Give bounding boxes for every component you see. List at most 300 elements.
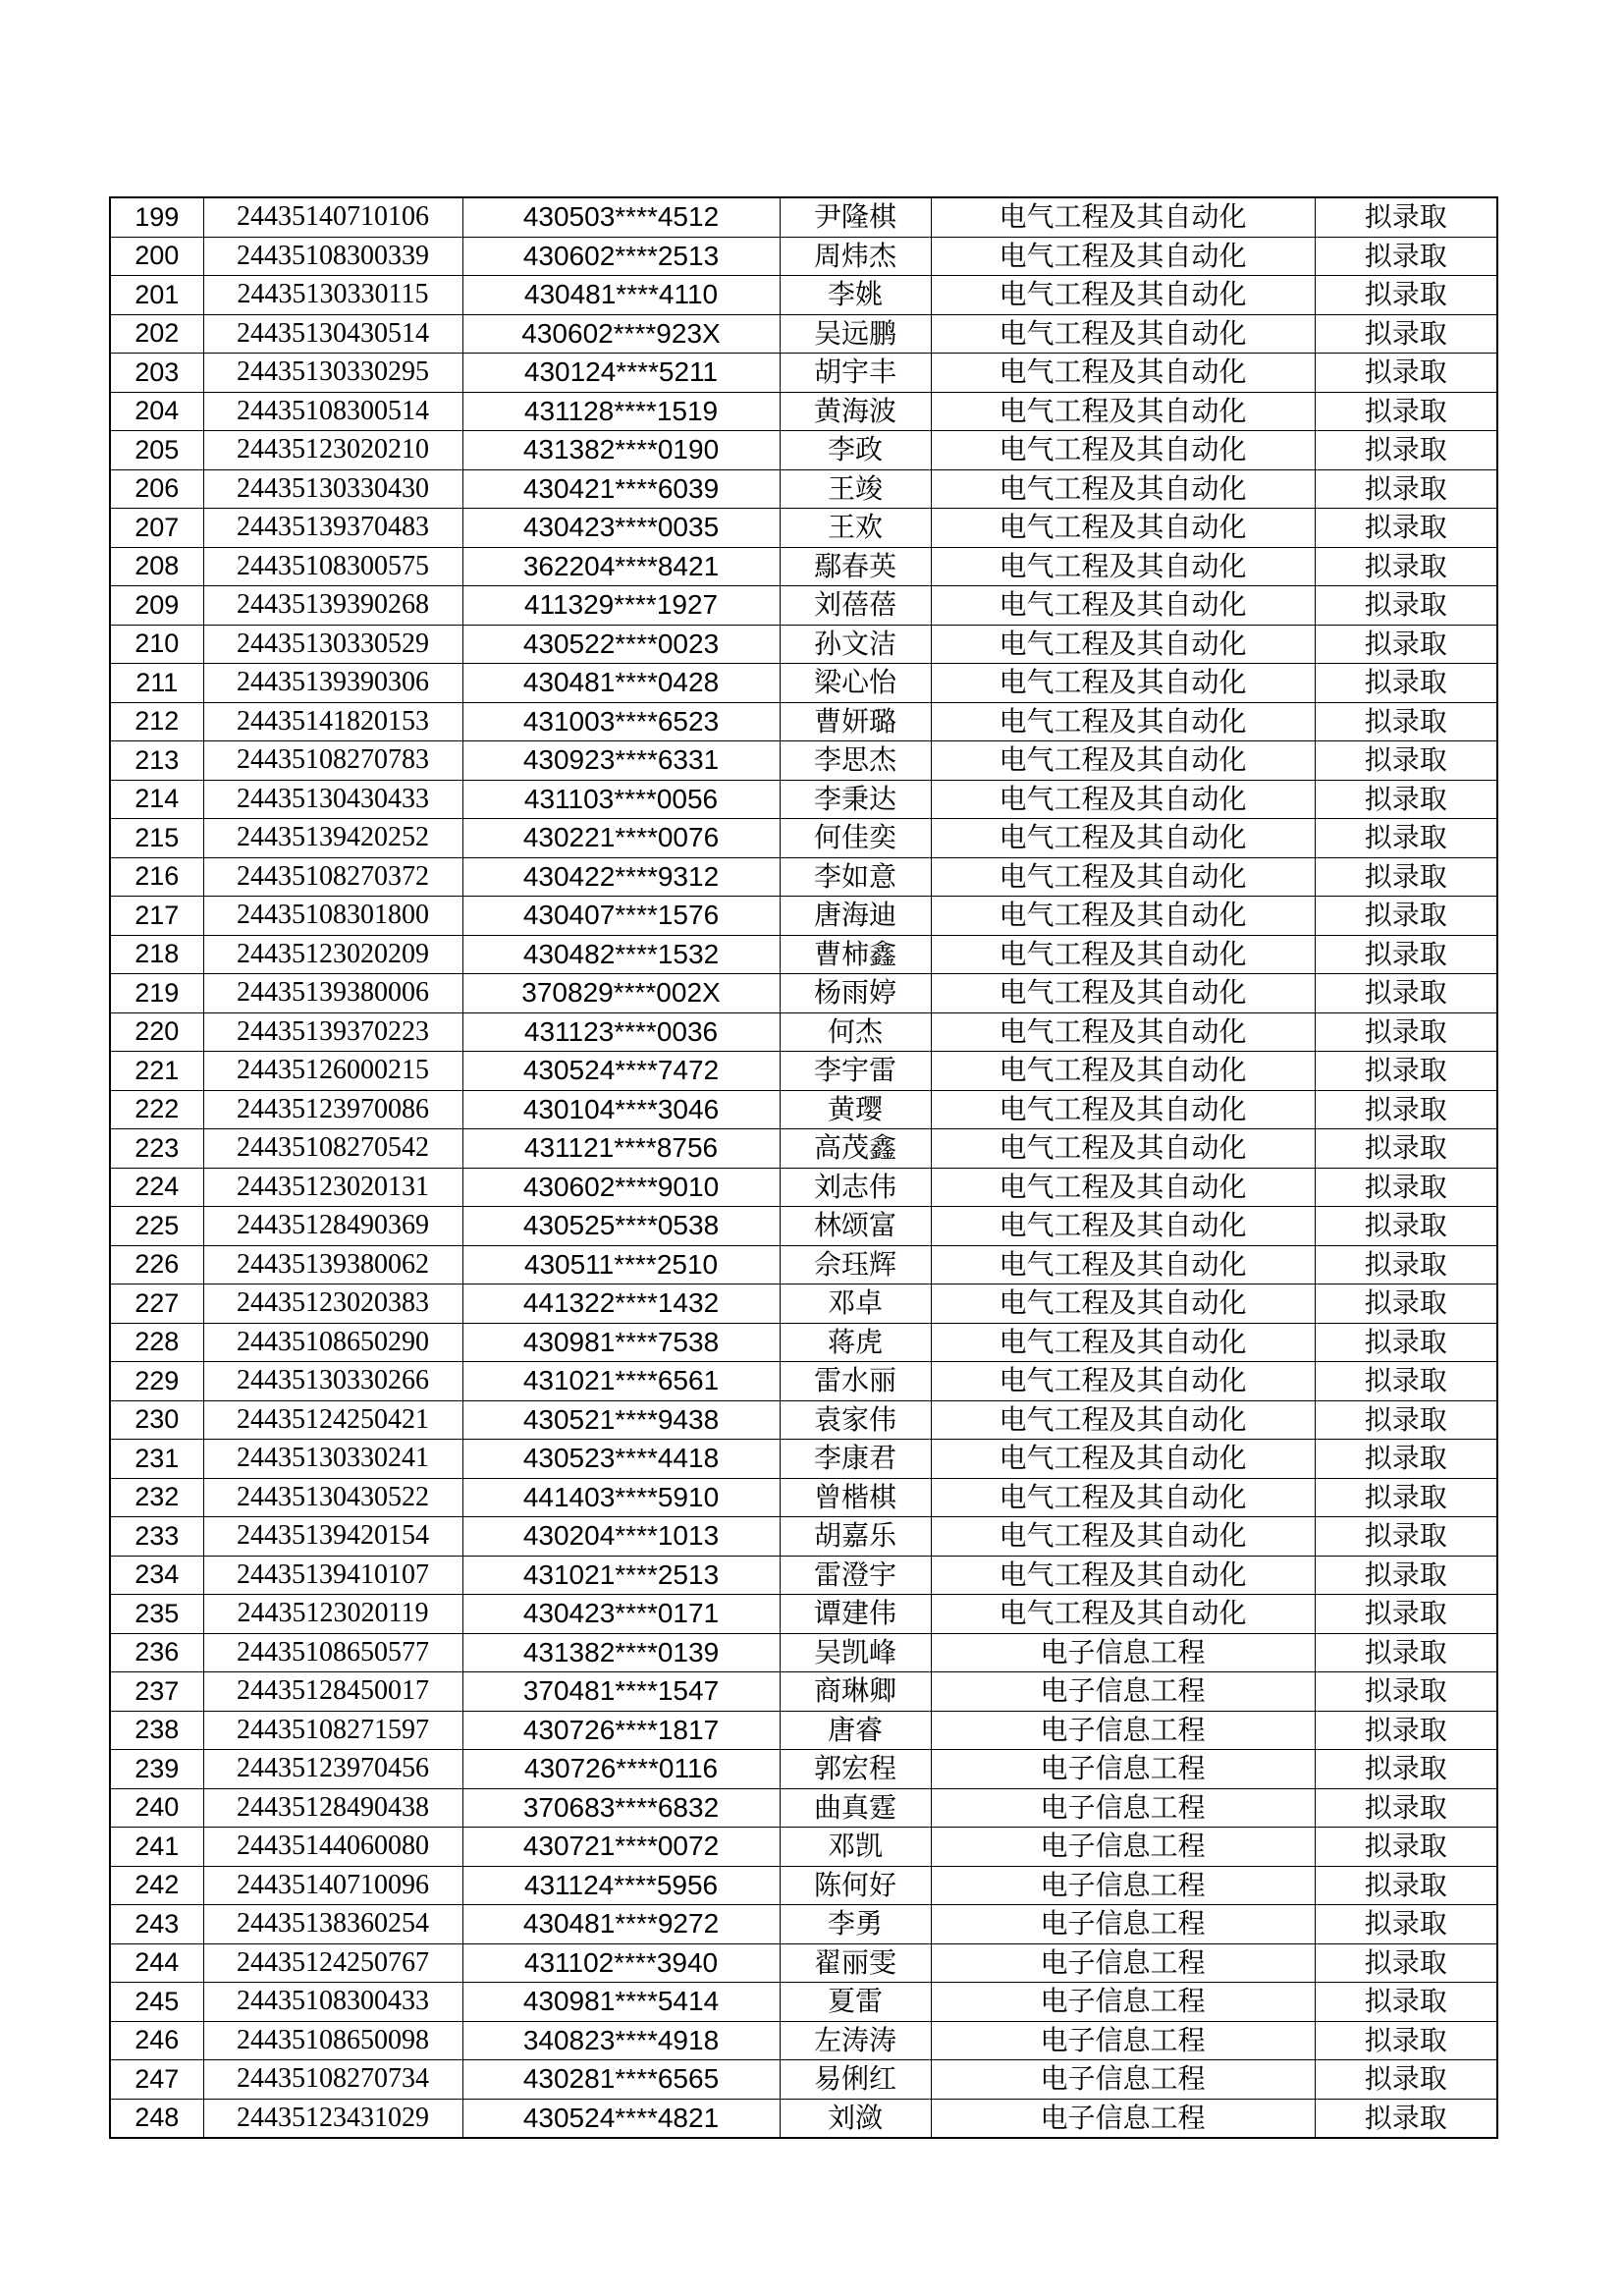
name-cell: 陈何好	[780, 1866, 931, 1905]
table-row	[110, 237, 1497, 276]
exam-number-cell: 24435128490438	[203, 1788, 462, 1828]
seq-cell: 216	[110, 857, 203, 897]
status-cell: 拟录取	[1315, 1400, 1497, 1440]
seq-cell: 242	[110, 1866, 203, 1905]
status-cell: 拟录取	[1315, 702, 1497, 741]
name-cell: 王竣	[780, 469, 931, 509]
exam-number-cell: 24435140710106	[203, 197, 462, 237]
exam-number-cell: 24435108650098	[203, 2021, 462, 2060]
exam-number-cell: 24435108301800	[203, 897, 462, 936]
seq-cell: 234	[110, 1556, 203, 1595]
table-row	[110, 1711, 1497, 1750]
status-cell: 拟录取	[1315, 625, 1497, 664]
major-cell: 电气工程及其自动化	[931, 431, 1315, 470]
name-cell: 尹隆棋	[780, 197, 931, 237]
status-cell: 拟录取	[1315, 1052, 1497, 1091]
table-row	[110, 897, 1497, 936]
major-cell: 电气工程及其自动化	[931, 1478, 1315, 1517]
table-row	[110, 1478, 1497, 1517]
major-cell: 电气工程及其自动化	[931, 547, 1315, 586]
name-cell: 曲真霆	[780, 1788, 931, 1828]
seq-cell: 228	[110, 1323, 203, 1362]
id-number-cell: 430281****6565	[462, 2060, 780, 2100]
seq-cell: 207	[110, 509, 203, 548]
id-number-cell: 430521****9438	[462, 1400, 780, 1440]
id-number-cell: 430204****1013	[462, 1517, 780, 1557]
table-row	[110, 1012, 1497, 1052]
status-cell: 拟录取	[1315, 2060, 1497, 2100]
id-number-cell: 430525****0538	[462, 1207, 780, 1246]
table-row	[110, 2021, 1497, 2060]
name-cell: 易俐红	[780, 2060, 931, 2100]
exam-number-cell: 24435124250421	[203, 1400, 462, 1440]
id-number-cell: 430481****0428	[462, 664, 780, 703]
id-number-cell: 430221****0076	[462, 819, 780, 858]
major-cell: 电气工程及其自动化	[931, 625, 1315, 664]
exam-number-cell: 24435140710096	[203, 1866, 462, 1905]
id-number-cell: 430981****5414	[462, 1983, 780, 2022]
name-cell: 夏雷	[780, 1983, 931, 2022]
table-row	[110, 1866, 1497, 1905]
exam-number-cell: 24435130330430	[203, 469, 462, 509]
exam-number-cell: 24435108300433	[203, 1983, 462, 2022]
table-row	[110, 276, 1497, 315]
status-cell: 拟录取	[1315, 1168, 1497, 1207]
id-number-cell: 430124****5211	[462, 354, 780, 393]
name-cell: 郭宏程	[780, 1750, 931, 1789]
status-cell: 拟录取	[1315, 354, 1497, 393]
exam-number-cell: 24435108300339	[203, 237, 462, 276]
major-cell: 电气工程及其自动化	[931, 586, 1315, 626]
table-row	[110, 1556, 1497, 1595]
major-cell: 电气工程及其自动化	[931, 1440, 1315, 1479]
status-cell: 拟录取	[1315, 1943, 1497, 1983]
exam-number-cell: 24435108270372	[203, 857, 462, 897]
seq-cell: 245	[110, 1983, 203, 2022]
name-cell: 雷水丽	[780, 1362, 931, 1401]
name-cell: 左涛涛	[780, 2021, 931, 2060]
seq-cell: 202	[110, 314, 203, 354]
table-row	[110, 857, 1497, 897]
id-number-cell: 431382****0190	[462, 431, 780, 470]
seq-cell: 237	[110, 1672, 203, 1712]
seq-cell: 221	[110, 1052, 203, 1091]
id-number-cell: 370829****002X	[462, 974, 780, 1013]
seq-cell: 241	[110, 1828, 203, 1867]
name-cell: 杨雨婷	[780, 974, 931, 1013]
table-row	[110, 1943, 1497, 1983]
table-row	[110, 354, 1497, 393]
exam-number-cell: 24435138360254	[203, 1905, 462, 1944]
seq-cell: 212	[110, 702, 203, 741]
exam-number-cell: 24435139370483	[203, 509, 462, 548]
table-row	[110, 197, 1497, 237]
status-cell: 拟录取	[1315, 392, 1497, 431]
name-cell: 李宇雷	[780, 1052, 931, 1091]
status-cell: 拟录取	[1315, 1556, 1497, 1595]
status-cell: 拟录取	[1315, 314, 1497, 354]
exam-number-cell: 24435123970086	[203, 1090, 462, 1129]
status-cell: 拟录取	[1315, 276, 1497, 315]
name-cell: 李勇	[780, 1905, 931, 1944]
table-row	[110, 1750, 1497, 1789]
id-number-cell: 430423****0171	[462, 1595, 780, 1634]
major-cell: 电气工程及其自动化	[931, 1012, 1315, 1052]
id-number-cell: 430524****4821	[462, 2099, 780, 2138]
name-cell: 高茂鑫	[780, 1129, 931, 1169]
id-number-cell: 370481****1547	[462, 1672, 780, 1712]
seq-cell: 246	[110, 2021, 203, 2060]
exam-number-cell: 24435123431029	[203, 2099, 462, 2138]
seq-cell: 204	[110, 392, 203, 431]
id-number-cell: 430503****4512	[462, 197, 780, 237]
id-number-cell: 431021****2513	[462, 1556, 780, 1595]
seq-cell: 205	[110, 431, 203, 470]
status-cell: 拟录取	[1315, 586, 1497, 626]
major-cell: 电子信息工程	[931, 1672, 1315, 1712]
table-row	[110, 819, 1497, 858]
exam-number-cell: 24435130430514	[203, 314, 462, 354]
status-cell: 拟录取	[1315, 1323, 1497, 1362]
table-row	[110, 1517, 1497, 1557]
name-cell: 梁心怡	[780, 664, 931, 703]
exam-number-cell: 24435139370223	[203, 1012, 462, 1052]
name-cell: 何佳奕	[780, 819, 931, 858]
seq-cell: 218	[110, 935, 203, 974]
exam-number-cell: 24435108270734	[203, 2060, 462, 2100]
seq-cell: 230	[110, 1400, 203, 1440]
exam-number-cell: 24435108300514	[203, 392, 462, 431]
table-row	[110, 780, 1497, 819]
status-cell: 拟录取	[1315, 1440, 1497, 1479]
table-row	[110, 1788, 1497, 1828]
major-cell: 电气工程及其自动化	[931, 354, 1315, 393]
table-row	[110, 1052, 1497, 1091]
id-number-cell: 430522****0023	[462, 625, 780, 664]
status-cell: 拟录取	[1315, 1595, 1497, 1634]
name-cell: 袁家伟	[780, 1400, 931, 1440]
id-number-cell: 430422****9312	[462, 857, 780, 897]
status-cell: 拟录取	[1315, 1285, 1497, 1324]
table-row	[110, 1672, 1497, 1712]
major-cell: 电子信息工程	[931, 1711, 1315, 1750]
major-cell: 电气工程及其自动化	[931, 935, 1315, 974]
name-cell: 刘潋	[780, 2099, 931, 2138]
name-cell: 吴远鹏	[780, 314, 931, 354]
name-cell: 胡宇丰	[780, 354, 931, 393]
table-row	[110, 509, 1497, 548]
seq-cell: 211	[110, 664, 203, 703]
table-row	[110, 1245, 1497, 1285]
id-number-cell: 431128****1519	[462, 392, 780, 431]
name-cell: 谭建伟	[780, 1595, 931, 1634]
exam-number-cell: 24435123020383	[203, 1285, 462, 1324]
table-row	[110, 1362, 1497, 1401]
name-cell: 李政	[780, 431, 931, 470]
table-row	[110, 1400, 1497, 1440]
major-cell: 电子信息工程	[931, 1788, 1315, 1828]
major-cell: 电气工程及其自动化	[931, 1052, 1315, 1091]
major-cell: 电气工程及其自动化	[931, 1362, 1315, 1401]
seq-cell: 220	[110, 1012, 203, 1052]
status-cell: 拟录取	[1315, 1362, 1497, 1401]
major-cell: 电气工程及其自动化	[931, 741, 1315, 781]
seq-cell: 226	[110, 1245, 203, 1285]
id-number-cell: 431021****6561	[462, 1362, 780, 1401]
exam-number-cell: 24435108300575	[203, 547, 462, 586]
id-number-cell: 441403****5910	[462, 1478, 780, 1517]
name-cell: 商琳卿	[780, 1672, 931, 1712]
status-cell: 拟录取	[1315, 664, 1497, 703]
table-row	[110, 2060, 1497, 2100]
major-cell: 电子信息工程	[931, 2021, 1315, 2060]
major-cell: 电气工程及其自动化	[931, 1129, 1315, 1169]
id-number-cell: 430923****6331	[462, 741, 780, 781]
id-number-cell: 430602****2513	[462, 237, 780, 276]
major-cell: 电气工程及其自动化	[931, 509, 1315, 548]
exam-number-cell: 24435139410107	[203, 1556, 462, 1595]
status-cell: 拟录取	[1315, 857, 1497, 897]
major-cell: 电气工程及其自动化	[931, 702, 1315, 741]
table-row	[110, 1168, 1497, 1207]
table-row	[110, 1440, 1497, 1479]
exam-number-cell: 24435130330295	[203, 354, 462, 393]
table-row	[110, 664, 1497, 703]
name-cell: 蒋虎	[780, 1323, 931, 1362]
id-number-cell: 431382****0139	[462, 1633, 780, 1672]
table-row	[110, 1129, 1497, 1169]
exam-number-cell: 24435123970456	[203, 1750, 462, 1789]
id-number-cell: 430511****2510	[462, 1245, 780, 1285]
table-row	[110, 1207, 1497, 1246]
status-cell: 拟录取	[1315, 1866, 1497, 1905]
id-number-cell: 431003****6523	[462, 702, 780, 741]
id-number-cell: 340823****4918	[462, 2021, 780, 2060]
status-cell: 拟录取	[1315, 2021, 1497, 2060]
name-cell: 唐海迪	[780, 897, 931, 936]
seq-cell: 213	[110, 741, 203, 781]
exam-number-cell: 24435128490369	[203, 1207, 462, 1246]
exam-number-cell: 24435123020131	[203, 1168, 462, 1207]
seq-cell: 200	[110, 237, 203, 276]
exam-number-cell: 24435139390268	[203, 586, 462, 626]
name-cell: 周炜杰	[780, 237, 931, 276]
status-cell: 拟录取	[1315, 780, 1497, 819]
seq-cell: 225	[110, 1207, 203, 1246]
seq-cell: 206	[110, 469, 203, 509]
status-cell: 拟录取	[1315, 1245, 1497, 1285]
name-cell: 李秉达	[780, 780, 931, 819]
exam-number-cell: 24435123020210	[203, 431, 462, 470]
major-cell: 电气工程及其自动化	[931, 780, 1315, 819]
id-number-cell: 430726****1817	[462, 1711, 780, 1750]
name-cell: 林颂富	[780, 1207, 931, 1246]
seq-cell: 235	[110, 1595, 203, 1634]
name-cell: 黄海波	[780, 392, 931, 431]
status-cell: 拟录取	[1315, 741, 1497, 781]
table-row	[110, 314, 1497, 354]
name-cell: 孙文洁	[780, 625, 931, 664]
exam-number-cell: 24435123020119	[203, 1595, 462, 1634]
status-cell: 拟录取	[1315, 1633, 1497, 1672]
seq-cell: 214	[110, 780, 203, 819]
major-cell: 电气工程及其自动化	[931, 469, 1315, 509]
name-cell: 曾楷棋	[780, 1478, 931, 1517]
status-cell: 拟录取	[1315, 819, 1497, 858]
major-cell: 电子信息工程	[931, 1905, 1315, 1944]
exam-number-cell: 24435130330266	[203, 1362, 462, 1401]
status-cell: 拟录取	[1315, 1672, 1497, 1712]
major-cell: 电子信息工程	[931, 1828, 1315, 1867]
id-number-cell: 430104****3046	[462, 1090, 780, 1129]
major-cell: 电气工程及其自动化	[931, 1517, 1315, 1557]
name-cell: 何杰	[780, 1012, 931, 1052]
table-row	[110, 1633, 1497, 1672]
major-cell: 电子信息工程	[931, 1943, 1315, 1983]
id-number-cell: 430602****923X	[462, 314, 780, 354]
table-row	[110, 2099, 1497, 2138]
major-cell: 电气工程及其自动化	[931, 664, 1315, 703]
exam-number-cell: 24435141820153	[203, 702, 462, 741]
major-cell: 电气工程及其自动化	[931, 1090, 1315, 1129]
id-number-cell: 430602****9010	[462, 1168, 780, 1207]
exam-number-cell: 24435108271597	[203, 1711, 462, 1750]
exam-number-cell: 24435139420252	[203, 819, 462, 858]
name-cell: 曹妍璐	[780, 702, 931, 741]
exam-number-cell: 24435108650290	[203, 1323, 462, 1362]
seq-cell: 233	[110, 1517, 203, 1557]
name-cell: 李姚	[780, 276, 931, 315]
exam-number-cell: 24435130430522	[203, 1478, 462, 1517]
seq-cell: 208	[110, 547, 203, 586]
major-cell: 电子信息工程	[931, 1866, 1315, 1905]
exam-number-cell: 24435124250767	[203, 1943, 462, 1983]
seq-cell: 210	[110, 625, 203, 664]
id-number-cell: 430523****4418	[462, 1440, 780, 1479]
table-row	[110, 1595, 1497, 1634]
seq-cell: 243	[110, 1905, 203, 1944]
exam-number-cell: 24435130330115	[203, 276, 462, 315]
id-number-cell: 430407****1576	[462, 897, 780, 936]
exam-number-cell: 24435130430433	[203, 780, 462, 819]
exam-number-cell: 24435130330241	[203, 1440, 462, 1479]
table-row	[110, 586, 1497, 626]
seq-cell: 219	[110, 974, 203, 1013]
name-cell: 黄璎	[780, 1090, 931, 1129]
major-cell: 电气工程及其自动化	[931, 974, 1315, 1013]
id-number-cell: 430481****9272	[462, 1905, 780, 1944]
table-row	[110, 1323, 1497, 1362]
status-cell: 拟录取	[1315, 974, 1497, 1013]
id-number-cell: 430981****7538	[462, 1323, 780, 1362]
id-number-cell: 430721****0072	[462, 1828, 780, 1867]
exam-number-cell: 24435128450017	[203, 1672, 462, 1712]
exam-number-cell: 24435108270783	[203, 741, 462, 781]
name-cell: 李思杰	[780, 741, 931, 781]
major-cell: 电气工程及其自动化	[931, 237, 1315, 276]
seq-cell: 240	[110, 1788, 203, 1828]
major-cell: 电气工程及其自动化	[931, 1285, 1315, 1324]
major-cell: 电气工程及其自动化	[931, 819, 1315, 858]
major-cell: 电气工程及其自动化	[931, 276, 1315, 315]
seq-cell: 236	[110, 1633, 203, 1672]
table-row	[110, 1905, 1497, 1944]
status-cell: 拟录取	[1315, 1905, 1497, 1944]
id-number-cell: 431102****3940	[462, 1943, 780, 1983]
status-cell: 拟录取	[1315, 197, 1497, 237]
status-cell: 拟录取	[1315, 1207, 1497, 1246]
id-number-cell: 431124****5956	[462, 1866, 780, 1905]
major-cell: 电子信息工程	[931, 2060, 1315, 2100]
name-cell: 胡嘉乐	[780, 1517, 931, 1557]
major-cell: 电气工程及其自动化	[931, 1168, 1315, 1207]
exam-number-cell: 24435139390306	[203, 664, 462, 703]
major-cell: 电气工程及其自动化	[931, 1556, 1315, 1595]
table-row	[110, 702, 1497, 741]
exam-number-cell: 24435108270542	[203, 1129, 462, 1169]
seq-cell: 203	[110, 354, 203, 393]
name-cell: 雷澄宇	[780, 1556, 931, 1595]
major-cell: 电气工程及其自动化	[931, 314, 1315, 354]
seq-cell: 223	[110, 1129, 203, 1169]
seq-cell: 217	[110, 897, 203, 936]
seq-cell: 199	[110, 197, 203, 237]
admission-table	[109, 196, 1498, 2139]
seq-cell: 247	[110, 2060, 203, 2100]
seq-cell: 224	[110, 1168, 203, 1207]
name-cell: 李康君	[780, 1440, 931, 1479]
table-row	[110, 974, 1497, 1013]
table-row	[110, 392, 1497, 431]
id-number-cell: 411329****1927	[462, 586, 780, 626]
seq-cell: 244	[110, 1943, 203, 1983]
major-cell: 电气工程及其自动化	[931, 1400, 1315, 1440]
status-cell: 拟录取	[1315, 1517, 1497, 1557]
table-row	[110, 431, 1497, 470]
exam-number-cell: 24435139420154	[203, 1517, 462, 1557]
seq-cell: 232	[110, 1478, 203, 1517]
table-row	[110, 741, 1497, 781]
status-cell: 拟录取	[1315, 1828, 1497, 1867]
major-cell: 电气工程及其自动化	[931, 1595, 1315, 1634]
id-number-cell: 431103****0056	[462, 780, 780, 819]
name-cell: 曹柿鑫	[780, 935, 931, 974]
name-cell: 吴凯峰	[780, 1633, 931, 1672]
exam-number-cell: 24435108650577	[203, 1633, 462, 1672]
id-number-cell: 431121****8756	[462, 1129, 780, 1169]
table-row	[110, 935, 1497, 974]
table-row	[110, 1285, 1497, 1324]
table-row	[110, 547, 1497, 586]
id-number-cell: 430726****0116	[462, 1750, 780, 1789]
name-cell: 邓凯	[780, 1828, 931, 1867]
status-cell: 拟录取	[1315, 897, 1497, 936]
seq-cell: 239	[110, 1750, 203, 1789]
status-cell: 拟录取	[1315, 1711, 1497, 1750]
major-cell: 电子信息工程	[931, 1633, 1315, 1672]
name-cell: 刘蓓蓓	[780, 586, 931, 626]
id-number-cell: 430481****4110	[462, 276, 780, 315]
status-cell: 拟录取	[1315, 509, 1497, 548]
table-row	[110, 469, 1497, 509]
major-cell: 电气工程及其自动化	[931, 857, 1315, 897]
status-cell: 拟录取	[1315, 2099, 1497, 2138]
table-row	[110, 1983, 1497, 2022]
seq-cell: 209	[110, 586, 203, 626]
exam-number-cell: 24435144060080	[203, 1828, 462, 1867]
status-cell: 拟录取	[1315, 1129, 1497, 1169]
table-row	[110, 1828, 1497, 1867]
